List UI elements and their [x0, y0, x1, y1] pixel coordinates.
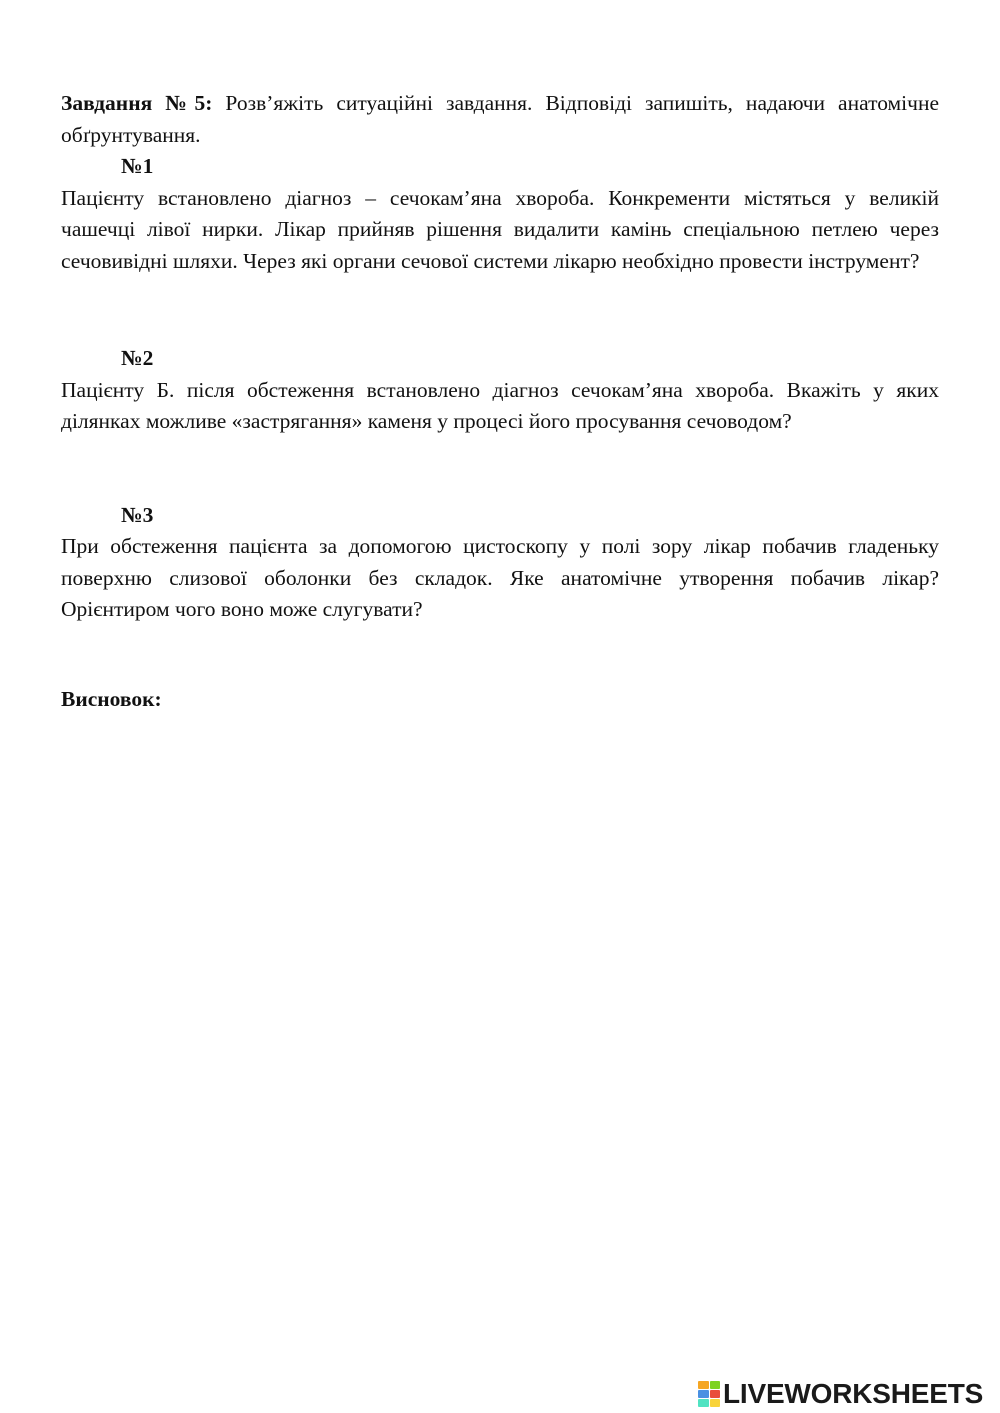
- liveworksheets-logo-icon: [698, 1381, 720, 1407]
- task-2-text: Пацієнту Б. після обстеження встановлено діагноз сечокам’яна хвороба. Вкажіть у яких ділянках можливе «застрягання» каменя у процесі його просування сечоводом?: [61, 377, 939, 433]
- task-intro-label: Завдання №5:: [61, 91, 213, 115]
- logo-tile: [710, 1390, 721, 1398]
- task-3-number: №3: [121, 502, 154, 527]
- logo-tile: [710, 1399, 721, 1407]
- task-3-text: При обстеження пацієнта за допомогою цистоскопу у полі зору лікар побачив гладеньку поверхню слизової оболонки без складок. Яке анатомічне утворення побачив лікар? Орієнтиром чого воно може слугувати?: [61, 534, 939, 621]
- answer-space-2: [61, 438, 939, 500]
- task-1-text: Пацієнту встановлено діагноз – сечокам’яна хвороба. Конкременти містяться у великій чашечці лівої нирки. Лікар прийняв рішення видалити камінь спеціальною петлею через сечовивідні шляхи. Через які органи сечової системи лікарю необхідно провести інструмент?: [61, 185, 939, 273]
- conclusion-label: Висновок:: [61, 686, 162, 711]
- task-2-number: №2: [121, 346, 154, 370]
- task-intro: [61, 88, 939, 151]
- logo-tile: [698, 1381, 709, 1389]
- answer-space-3: [61, 626, 939, 684]
- task-1-number: №1: [121, 154, 154, 178]
- task-intro-text: Розв’яжіть ситуаційні завдання. Відповіді запишіть, надаючи анатомічне обґрунтування.: [61, 91, 939, 147]
- liveworksheets-logo[interactable]: [698, 1380, 983, 1408]
- answer-space-1: [61, 277, 939, 343]
- logo-tile: [698, 1399, 709, 1407]
- logo-tile: [710, 1381, 721, 1389]
- logo-tile: [698, 1390, 709, 1398]
- worksheet-page: [61, 88, 939, 715]
- logo-text: LIVEWORKSHEETS: [723, 1378, 984, 1409]
